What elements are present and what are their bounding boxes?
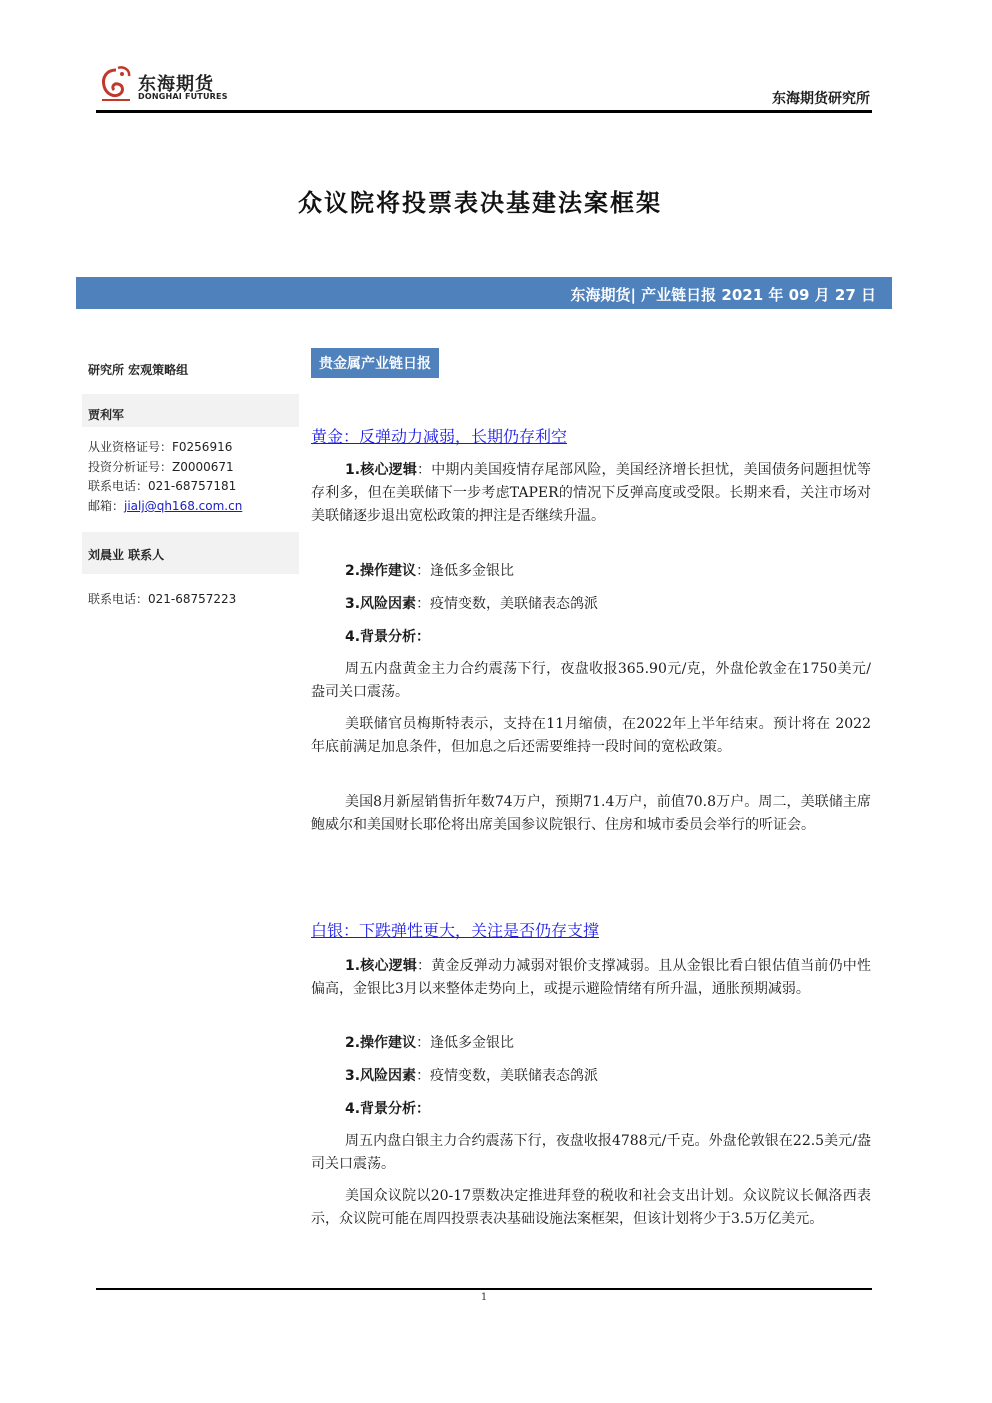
gold-operation bbox=[311, 560, 871, 583]
silver-bg-paragraph-2: 美国众议院以20-17票数决定推进拜登的税收和社会支出计划。众议院议长佩洛西表示，众议院可能在周四投票表决基础设施法案框架，但该计划将少于3.5万亿美元。 bbox=[311, 1188, 871, 1227]
sidebar-group: 研究所 宏观策略组 bbox=[88, 363, 189, 377]
silver-core-label: 1.核心逻辑 bbox=[345, 958, 418, 974]
banner-text: 东海期货| 产业链日报 2021 年 09 月 27 日 bbox=[570, 286, 876, 304]
silver-core-logic bbox=[311, 955, 871, 1001]
gold-bg-paragraph-1: 周五内盘黄金主力合约震荡下行，夜盘收报365.90元/克，外盘伦敦金在1750美元/盎司关口震荡。 bbox=[311, 661, 871, 700]
gold-background bbox=[311, 626, 871, 649]
silver-bg-label: 4.背景分析： bbox=[345, 1101, 431, 1117]
silver-op-text: ：逢低多金银比 bbox=[416, 1035, 515, 1051]
gold-core-text: ：中期内美国疫情存尾部风险，美国经济增长担忧，美国债务问题担忧等存利多，但在美联储下一步考虑TAPER的情况下反弹高度或受限。长期来看，关注市场对美联储逐步退出宽松政策的押注是否继续升温。 bbox=[311, 462, 872, 524]
contact-phone: 联系电话：021-68757223 bbox=[88, 592, 237, 606]
gold-op-label: 2.操作建议 bbox=[345, 563, 417, 579]
contact-name-box bbox=[82, 532, 299, 574]
silver-bg-paragraph-1: 周五内盘白银主力合约震荡下行，夜盘收报4788元/千克。外盘伦敦银在22.5美元/盎司关口震荡。 bbox=[311, 1133, 871, 1172]
cert-analysis: 投资分析证号：Z0000671 bbox=[88, 460, 234, 474]
gold-section-title[interactable]: 黄金：反弹动力减弱，长期仍存利空 bbox=[311, 427, 568, 446]
email-label: 邮箱： bbox=[88, 499, 125, 513]
analyst-name-box bbox=[82, 394, 299, 427]
gold-risk-text: ：疫情变数，美联储表态鸽派 bbox=[416, 596, 599, 612]
silver-operation bbox=[311, 1032, 871, 1055]
report-banner bbox=[76, 277, 892, 309]
gold-op-text: ：逢低多金银比 bbox=[416, 563, 515, 579]
analyst-email-row bbox=[88, 497, 242, 514]
gold-core-logic bbox=[311, 459, 871, 528]
report-title: 众议院将投票表决基建法案框架 bbox=[298, 189, 662, 217]
analyst-name: 贾利军 bbox=[88, 408, 125, 422]
page-number: 1 bbox=[480, 1292, 488, 1303]
section-tag: 贵金属产业链日报 bbox=[311, 348, 439, 378]
logo-en-text: DONGHAI FUTURES bbox=[138, 92, 228, 101]
silver-section-title[interactable]: 白银：下跌弹性更大，关注是否仍存支撑 bbox=[311, 921, 600, 940]
silver-op-label: 2.操作建议 bbox=[345, 1035, 417, 1051]
institute-name: 东海期货研究所 bbox=[772, 91, 870, 107]
gold-core-label: 1.核心逻辑 bbox=[345, 462, 418, 478]
gold-bg-paragraph-3: 美国8月新屋销售折年数74万户，预期71.4万户，前值70.8万户。周二，美联储主席鲍威尔和美国财长耶伦将出席美国参议院银行、住房和城市委员会举行的听证会。 bbox=[311, 794, 871, 833]
header-divider bbox=[96, 110, 872, 113]
silver-risk-text: ：疫情变数，美联储表态鸽派 bbox=[416, 1068, 599, 1084]
cert-qualification: 从业资格证号：F0256916 bbox=[88, 440, 233, 454]
silver-risk-label: 3.风险因素 bbox=[345, 1068, 417, 1084]
dragon-logo-icon bbox=[96, 64, 136, 108]
gold-risk bbox=[311, 593, 871, 616]
silver-risk bbox=[311, 1065, 871, 1088]
silver-background bbox=[311, 1098, 871, 1121]
gold-bg-label: 4.背景分析： bbox=[345, 629, 431, 645]
gold-risk-label: 3.风险因素 bbox=[345, 596, 417, 612]
footer-divider bbox=[96, 1288, 872, 1290]
logo-cn-text: 东海期货 bbox=[138, 74, 214, 95]
silver-core-text: ：黄金反弹动力减弱对银价支撑减弱。且从金银比看白银估值当前仍中性偏高，金银比3月以来整体走势向上，或提示避险情绪有所升温，通胀预期减弱。 bbox=[311, 958, 872, 997]
contact-name: 刘晨业 联系人 bbox=[88, 548, 165, 562]
gold-bg-paragraph-2: 美联储官员梅斯特表示，支持在11月缩债，在2022年上半年结束。预计将在 2022 年底前满足加息条件，但加息之后还需要维持一段时间的宽松政策。 bbox=[311, 716, 871, 755]
analyst-phone: 联系电话：021-68757181 bbox=[88, 479, 237, 493]
email-link[interactable]: jialj@qh168.com.cn bbox=[124, 499, 243, 513]
